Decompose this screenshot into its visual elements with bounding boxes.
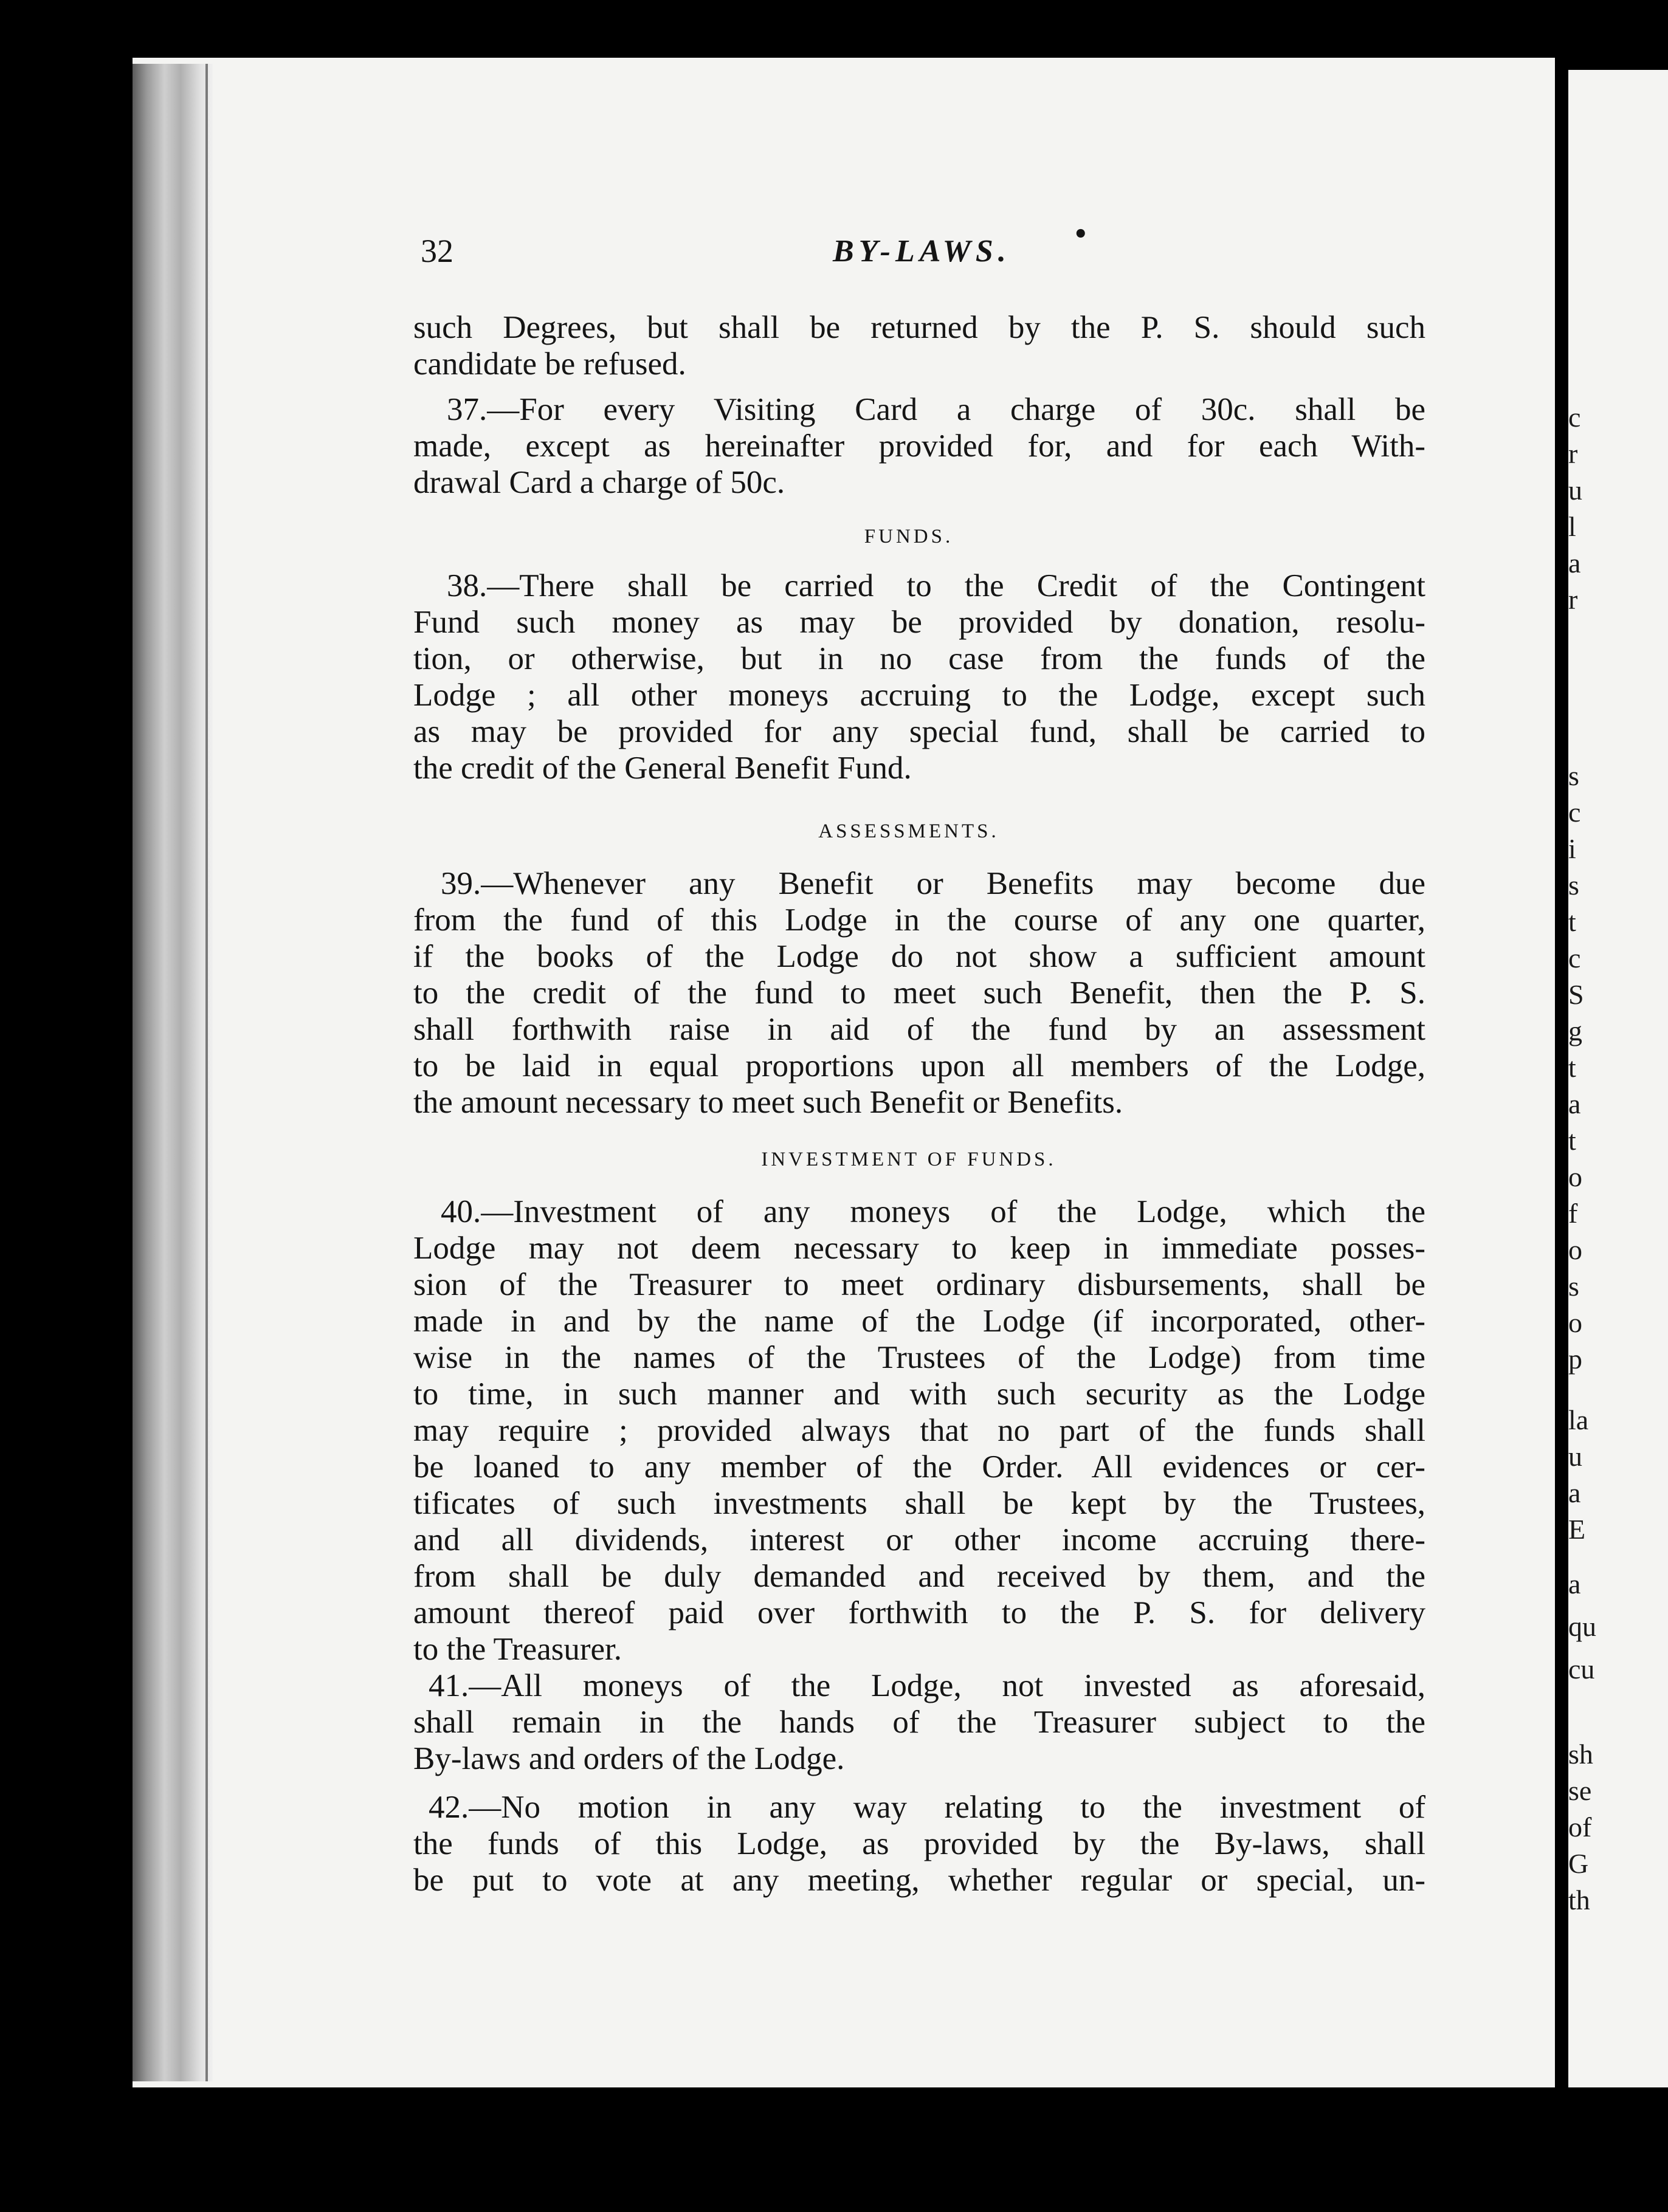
adjacent-page-fragment: i bbox=[1568, 833, 1576, 864]
text-line: as may be provided for any special fund, shall be carried to bbox=[413, 714, 1425, 749]
text-line: to be laid in equal proportions upon all members of the Lodge, bbox=[413, 1048, 1425, 1084]
adjacent-page-fragment: c bbox=[1568, 402, 1581, 433]
adjacent-page-fragment: t bbox=[1568, 906, 1576, 937]
adjacent-page-fragment: cu bbox=[1568, 1654, 1595, 1685]
text-line: 38.—There shall be carried to the Credit of the Contingent bbox=[447, 568, 1425, 603]
text-line: if the books of the Lodge do not show a sufficient amount bbox=[413, 939, 1425, 974]
text-line: 40.—Investment of any moneys of the Lodge, which the bbox=[441, 1194, 1425, 1229]
adjacent-page-fragment: t bbox=[1568, 1052, 1576, 1083]
adjacent-page-fragment: a bbox=[1568, 1088, 1581, 1119]
text-line: drawal Card a charge of 50c. bbox=[413, 465, 785, 500]
adjacent-page-fragment: la bbox=[1568, 1404, 1589, 1435]
adjacent-page-fragment: qu bbox=[1568, 1611, 1596, 1642]
adjacent-page-fragment: s bbox=[1568, 870, 1579, 901]
text-line: to time, in such manner and with such security as the Lodge bbox=[413, 1376, 1425, 1412]
text-line: from shall be duly demanded and received by them, and the bbox=[413, 1559, 1425, 1594]
text-line: Fund such money as may be provided by donation, resolu- bbox=[413, 605, 1425, 640]
adjacent-page-fragment: se bbox=[1568, 1775, 1592, 1806]
heading-assessments: ASSESSMENTS. bbox=[818, 820, 999, 842]
adjacent-page-fragment: u bbox=[1568, 1441, 1582, 1472]
text-line: shall forthwith raise in aid of the fund by an assessment bbox=[413, 1012, 1425, 1047]
adjacent-page-fragment: s bbox=[1568, 760, 1579, 791]
heading-investment: INVESTMENT OF FUNDS. bbox=[761, 1149, 1056, 1170]
header-dot: • bbox=[1073, 220, 1089, 249]
adjacent-page-fragment: a bbox=[1568, 1568, 1581, 1599]
text-line: wise in the names of the Trustees of the Lodge) from time bbox=[413, 1340, 1425, 1375]
adjacent-page-fragment: o bbox=[1568, 1161, 1582, 1192]
adjacent-page-fragment: c bbox=[1568, 797, 1581, 828]
text-line: and all dividends, interest or other income accruing there- bbox=[413, 1522, 1425, 1558]
text-line: sion of the Treasurer to meet ordinary disbursements, shall be bbox=[413, 1267, 1425, 1302]
adjacent-page-fragment: t bbox=[1568, 1125, 1576, 1156]
text-line: such Degrees, but shall be returned by the P. S. should such bbox=[413, 310, 1425, 345]
adjacent-page-fragment: c bbox=[1568, 943, 1581, 974]
text-line: the credit of the General Benefit Fund. bbox=[413, 750, 912, 786]
text-line: may require ; provided always that no part of the funds shall bbox=[413, 1413, 1425, 1448]
text-line: candidate be refused. bbox=[413, 346, 686, 382]
adjacent-page-fragment: o bbox=[1568, 1307, 1582, 1338]
text-line: to the Treasurer. bbox=[413, 1632, 622, 1667]
text-line: 42.—No motion in any way relating to the investment of bbox=[429, 1790, 1425, 1825]
binding-line bbox=[205, 64, 208, 2081]
adjacent-page-fragment: E bbox=[1568, 1514, 1586, 1545]
text-line: be put to vote at any meeting, whether regular or special, un- bbox=[413, 1863, 1425, 1898]
heading-funds: FUNDS. bbox=[864, 526, 954, 548]
adjacent-page-fragment: r bbox=[1568, 584, 1578, 615]
adjacent-page-fragment: a bbox=[1568, 1477, 1581, 1508]
text-line: 41.—All moneys of the Lodge, not invested as aforesaid, bbox=[429, 1668, 1425, 1703]
text-line: made in and by the name of the Lodge (if incorporated, other- bbox=[413, 1304, 1425, 1339]
text-line: the funds of this Lodge, as provided by the By-laws, shall bbox=[413, 1826, 1425, 1861]
adjacent-page-fragment: l bbox=[1568, 511, 1576, 542]
text-line: Lodge ; all other moneys accruing to the Lodge, except such bbox=[413, 678, 1425, 713]
adjacent-page-fragment: th bbox=[1568, 1884, 1590, 1915]
adjacent-page-fragment: of bbox=[1568, 1812, 1592, 1843]
adjacent-page-fragment: S bbox=[1568, 979, 1584, 1010]
page-gutter bbox=[1555, 58, 1568, 2090]
text-line: to the credit of the fund to meet such Benefit, then the P. S. bbox=[413, 975, 1425, 1011]
text-line: amount thereof paid over forthwith to the P. S. for delivery bbox=[413, 1595, 1425, 1630]
adjacent-page-fragment: s bbox=[1568, 1271, 1579, 1302]
text-line: tion, or otherwise, but in no case from the funds of the bbox=[413, 641, 1425, 676]
text-line: By-laws and orders of the Lodge. bbox=[413, 1741, 845, 1776]
adjacent-page-fragment: r bbox=[1568, 438, 1578, 469]
adjacent-page-fragment: p bbox=[1568, 1344, 1582, 1375]
adjacent-page-edge bbox=[1568, 70, 1668, 2087]
adjacent-page-fragment: o bbox=[1568, 1234, 1582, 1265]
adjacent-page-fragment: u bbox=[1568, 475, 1582, 506]
adjacent-page-fragment: G bbox=[1568, 1848, 1589, 1879]
adjacent-page-fragment: f bbox=[1568, 1198, 1578, 1229]
page-binding-shadow bbox=[133, 64, 213, 2081]
adjacent-page-fragment: sh bbox=[1568, 1739, 1593, 1770]
running-title: BY-LAWS. bbox=[833, 234, 1011, 269]
text-line: tificates of such investments shall be kept by the Trustees, bbox=[413, 1486, 1425, 1521]
text-line: 37.—For every Visiting Card a charge of 30c. shall be bbox=[447, 392, 1425, 427]
text-line: be loaned to any member of the Order. All evidences or cer- bbox=[413, 1449, 1425, 1485]
page-number: 32 bbox=[421, 233, 453, 269]
text-line: the amount necessary to meet such Benefit or Benefits. bbox=[413, 1085, 1123, 1120]
text-line: 39.—Whenever any Benefit or Benefits may become due bbox=[441, 866, 1425, 901]
text-line: made, except as hereinafter provided for, and for each With- bbox=[413, 428, 1425, 464]
adjacent-page-fragment: a bbox=[1568, 548, 1581, 579]
text-line: shall remain in the hands of the Treasurer subject to the bbox=[413, 1705, 1425, 1740]
text-line: Lodge may not deem necessary to keep in immediate posses- bbox=[413, 1231, 1425, 1266]
text-line: from the fund of this Lodge in the course of any one quarter, bbox=[413, 902, 1425, 938]
adjacent-page-fragment: g bbox=[1568, 1015, 1582, 1046]
